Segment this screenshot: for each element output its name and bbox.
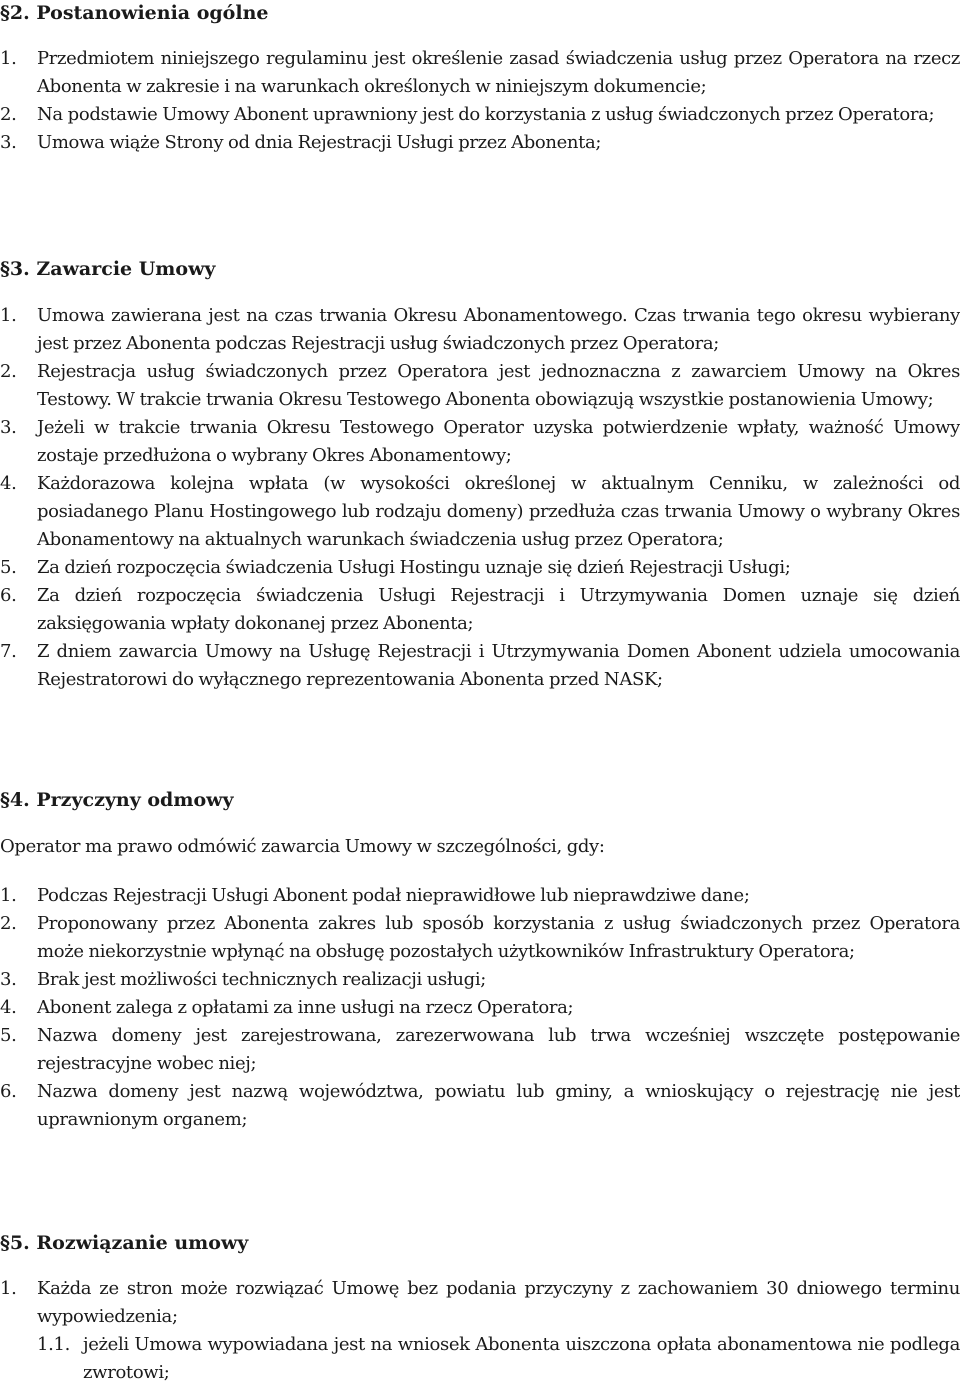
item-text: Nazwa domeny jest zarejestrowana, zarezerwowana lub trwa wcześniej wszczęte postępowanie rejestracyjne wobec niej; xyxy=(37,1025,960,1074)
list-item xyxy=(0,414,960,470)
item-text: Brak jest możliwości technicznych realizacji usługi; xyxy=(37,969,486,990)
item-text: Każdorazowa kolejna wpłata (w wysokości określonej w aktualnym Cenniku, w zależności od posiadanego Planu Hostingowego lub rodzaju domeny) przedłuża czas trwania Umowy o wybrany Okres Abonamentowy na aktualnych warunkach świadczenia usług przez Operatora; xyxy=(37,473,960,550)
item-text: Za dzień rozpoczęcia świadczenia Usługi Hostingu uznaje się dzień Rejestracji Usługi; xyxy=(37,557,791,578)
item-number: 7. xyxy=(0,641,17,662)
item-text: Umowa zawierana jest na czas trwania Okresu Abonamentowego. Czas trwania tego okresu wybierany jest przez Abonenta podczas Rejestracji usług świadczonych przez Operatora; xyxy=(37,305,960,354)
item-text: Rejestracja usług świadczonych przez Operatora jest jednoznaczna z zawarciem Umowy na Okres Testowy. W trakcie trwania Okresu Testowego Abonenta obowiązują wszystkie postanowienia Umowy; xyxy=(37,361,960,410)
item-text: Proponowany przez Abonenta zakres lub sposób korzystania z usług świadczonych przez Operatora może niekorzystnie wpłynąć na obsługę pozostałych użytkowników Infrastruktury Operatora; xyxy=(37,913,960,962)
item-text: jeżeli Umowa wypowiadana jest na wniosek Abonenta uiszczona opłata abonamentowa nie podlega zwrotowi; xyxy=(83,1334,960,1383)
list-item xyxy=(0,470,960,554)
list-item xyxy=(0,882,960,910)
item-number: 1. xyxy=(0,1278,17,1299)
item-text: Z dniem zawarcia Umowy na Usługę Rejestracji i Utrzymywania Domen Abonent udziela umocowania Rejestratorowi do wyłącznego reprezentowania Abonenta przed NASK; xyxy=(37,641,960,690)
section-heading: §4. Przyczyny odmowy xyxy=(0,789,234,811)
item-number: 5. xyxy=(0,1025,17,1046)
item-text: Jeżeli w trakcie trwania Okresu Testowego Operator uzyska potwierdzenie wpłaty, ważność Umowy zostaje przedłużona o wybrany Okres Abonamentowy; xyxy=(37,417,960,466)
item-number: 3. xyxy=(0,969,17,990)
list-item xyxy=(0,966,960,994)
item-number: 1. xyxy=(0,885,17,906)
item-number: 1. xyxy=(0,305,17,326)
item-number: 3. xyxy=(0,132,17,153)
item-number: 3. xyxy=(0,417,17,438)
item-number: 4. xyxy=(0,997,17,1018)
section-list xyxy=(0,302,960,694)
item-number: 4. xyxy=(0,473,17,494)
section-heading: §5. Rozwiązanie umowy xyxy=(0,1232,249,1254)
list-item xyxy=(0,554,960,582)
list-item xyxy=(0,302,960,358)
section-list xyxy=(0,1275,960,1387)
list-item xyxy=(0,45,960,101)
item-text: Każda ze stron może rozwiązać Umowę bez podania przyczyny z zachowaniem 30 dniowego terminu wypowiedzenia; xyxy=(37,1278,960,1327)
list-item xyxy=(0,1275,960,1331)
item-number: 2. xyxy=(0,913,17,934)
list-item xyxy=(0,582,960,638)
item-text: Podczas Rejestracji Usługi Abonent podał nieprawidłowe lub nieprawdziwe dane; xyxy=(37,885,750,906)
section-intro: Operator ma prawo odmówić zawarcia Umowy w szczególności, gdy: xyxy=(0,836,605,857)
item-number: 2. xyxy=(0,104,17,125)
list-item xyxy=(0,638,960,694)
item-text: Na podstawie Umowy Abonent uprawniony jest do korzystania z usług świadczonych przez Operatora; xyxy=(37,104,935,125)
item-number: 1.1. xyxy=(37,1334,70,1355)
item-text: Przedmiotem niniejszego regulaminu jest określenie zasad świadczenia usług przez Operatora na rzecz Abonenta w zakresie i na warunkach określonych w niniejszym dokumencie; xyxy=(37,48,960,97)
item-number: 6. xyxy=(0,1081,17,1102)
item-text: Za dzień rozpoczęcia świadczenia Usługi Rejestracji i Utrzymywania Domen uznaje się dzień zaksięgowania wpłaty dokonanej przez Abonenta; xyxy=(37,585,960,634)
list-item xyxy=(0,101,960,129)
item-number: 2. xyxy=(0,361,17,382)
item-text: Abonent zalega z opłatami za inne usługi na rzecz Operatora; xyxy=(37,997,574,1018)
section-heading: §2. Postanowienia ogólne xyxy=(0,2,269,24)
item-number: 6. xyxy=(0,585,17,606)
item-number: 1. xyxy=(0,48,17,69)
section-list xyxy=(0,882,960,1134)
sub-list-item xyxy=(0,1331,960,1387)
item-text: Nazwa domeny jest nazwą województwa, powiatu lub gminy, a wnioskujący o rejestrację nie jest uprawnionym organem; xyxy=(37,1081,960,1130)
item-number: 5. xyxy=(0,557,17,578)
list-item xyxy=(0,910,960,966)
item-text: Umowa wiąże Strony od dnia Rejestracji Usługi przez Abonenta; xyxy=(37,132,602,153)
list-item xyxy=(0,994,960,1022)
list-item xyxy=(0,358,960,414)
list-item xyxy=(0,1078,960,1134)
section-heading: §3. Zawarcie Umowy xyxy=(0,258,216,280)
list-item xyxy=(0,129,960,157)
section-list xyxy=(0,45,960,157)
list-item xyxy=(0,1022,960,1078)
